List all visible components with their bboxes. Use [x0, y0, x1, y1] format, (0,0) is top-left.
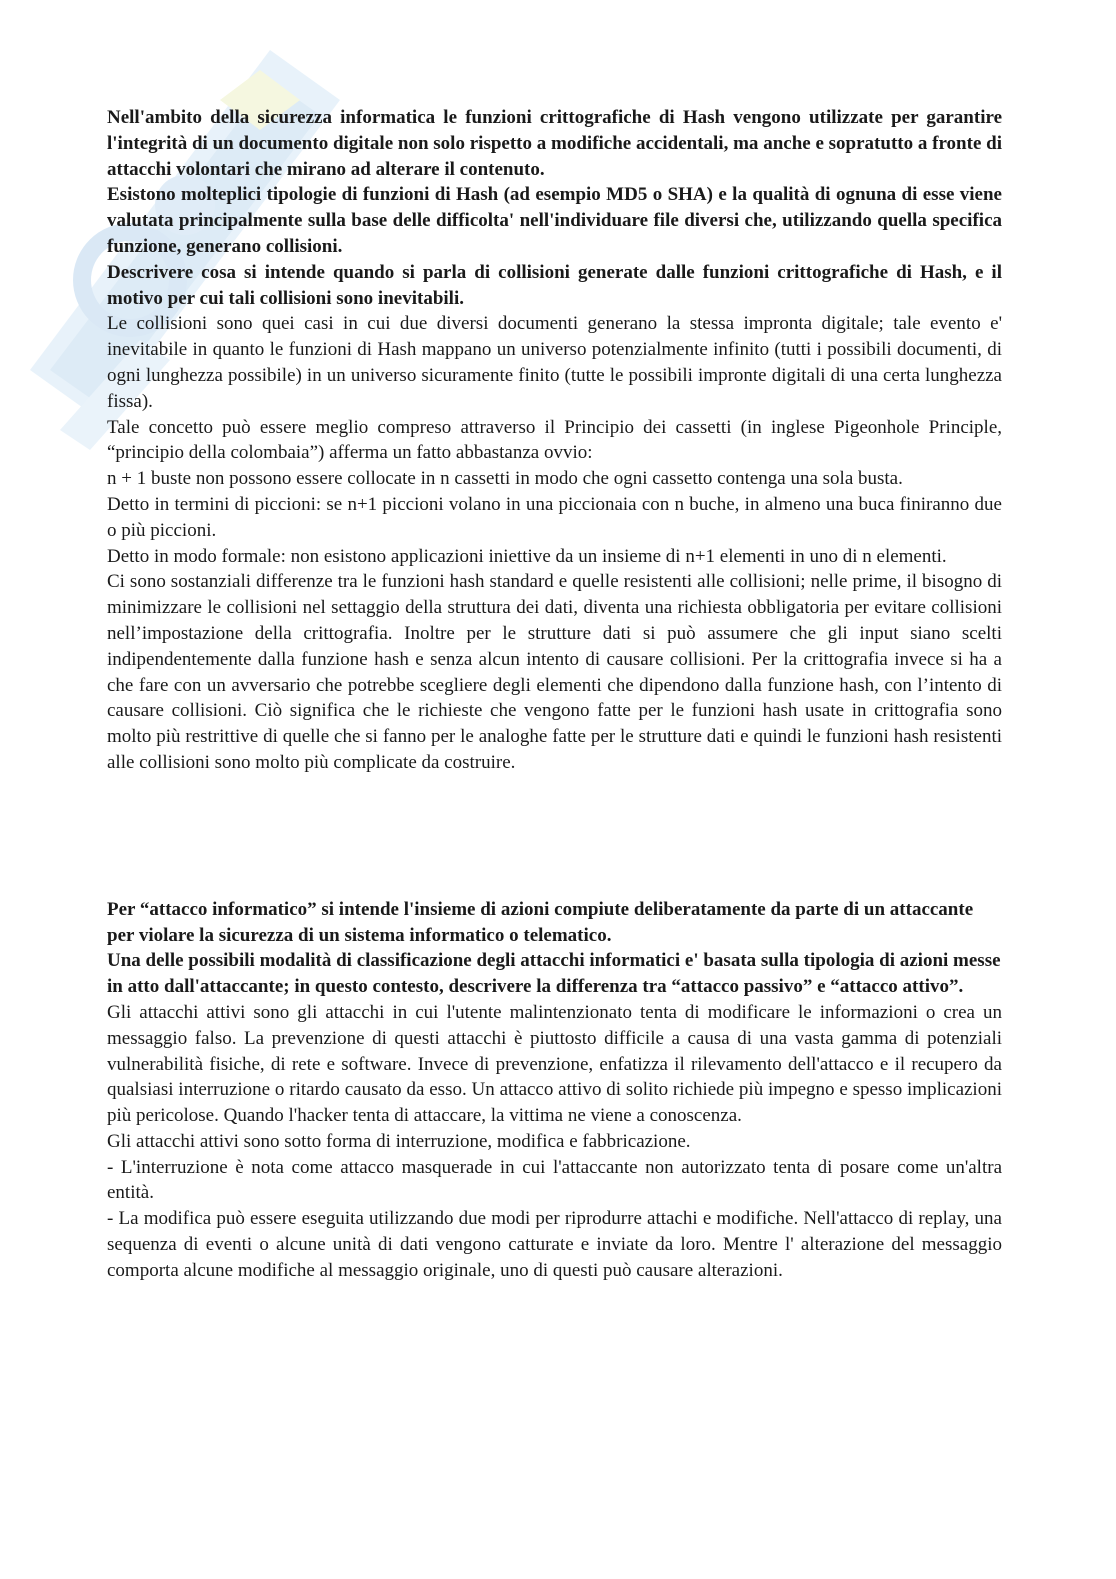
section1-answer-paragraph: Tale concetto può essere meglio compreso attraverso il Principio dei cassetti (in inglese Pigeonhole Principle, “principio della colombaia”) afferma un fatto abbastanza ovvio: — [107, 416, 1002, 464]
section1-question: Descrivere cosa si intende quando si parla di collisioni generate dalle funzioni crittografiche di Hash, e il motivo per cui tali collisioni sono inevitabili. — [107, 261, 1002, 309]
section2-answer-paragraph: Gli attacchi attivi sono sotto forma di interruzione, modifica e fabbricazione. — [107, 1130, 691, 1152]
section2-question: Una delle possibili modalità di classificazione degli attacchi informatici e' basata sulla tipologia di azioni messe in atto dall'attaccante; in questo contesto, descrivere la differenza tra “attacco passivo” e “attacco attivo”. — [107, 950, 1001, 998]
section-hash-collisions — [107, 105, 1002, 776]
section1-answer-paragraph: Detto in termini di piccioni: se n+1 piccioni volano in una piccionaia con n buche, in almeno una buca finiranno due o più piccioni. — [107, 493, 1002, 541]
document-page — [107, 105, 1002, 1284]
section1-answer-paragraph: Le collisioni sono quei casi in cui due diversi documenti generano la stessa impronta digitale; tale evento e' inevitabile in quanto le funzioni di Hash mappano un universo potenzialmente infinito (tutti i possibili documenti, di ogni lunghezza possibile) in un universo sicuramente finito (tutte le possibili impronte digitali di una certa lunghezza fissa). — [107, 313, 1002, 412]
section1-answer-paragraph: Ci sono sostanziali differenze tra le funzioni hash standard e quelle resistenti alle collisioni; nelle prime, il bisogno di minimizzare le collisioni nel settaggio della struttura dei dati, diventa una richiesta obbligatoria per evitare collisioni nell’impostazione della crittografia. Inoltre per le strutture dati si può assumere che gli input siano scelti indipendentemente dalla funzione hash e senza alcun intento di causare collisioni. Per la crittografia invece si ha a che fare con un avversario che potrebbe scegliere degli elementi che dipendono dalla funzione hash, con l’intento di causare collisioni. Ciò significa che le richieste che vengono fatte per le funzioni hash usate in crittografia sono molto più restrittive di quelle che si fanno per le analoghe fatte per le strutture dati e quindi le funzioni hash resistenti alle collisioni sono molto più complicate da costruire. — [107, 571, 1002, 773]
section2-answer-paragraph: - L'interruzione è nota come attacco masquerade in cui l'attaccante non autorizzato tenta di posare come un'altra entità. — [107, 1156, 1002, 1204]
section2-intro: Per “attacco informatico” si intende l'insieme di azioni compiute deliberatamente da parte di un attaccante per violare la sicurezza di un sistema informatico o telematico. — [107, 898, 974, 946]
section2-answer-paragraph: - La modifica può essere eseguita utilizzando due modi per riprodurre attachi e modifiche. Nell'attacco di replay, una sequenza di eventi o alcune unità di dati vengono catturate e inviate da loro. Mentre l' alterazione del messaggio comporta alcune modifiche al messaggio originale, uno di questi può causare alterazioni. — [107, 1208, 1002, 1281]
section2-answer-paragraph: Gli attacchi attivi sono gli attacchi in cui l'utente malintenzionato tenta di modificare le informazioni o crea un messaggio falso. La prevenzione di questi attacchi è piuttosto difficile a causa di una vasta gamma di potenziali vulnerabilità fisiche, di rete e software. Invece di prevenzione, enfatizza il rilevamento dell'attacco e il recupero da qualsiasi interruzione o ritardo causato da esso. Un attacco attivo di solito richiede più impegno e spesso implicazioni più pericolose. Quando l'hacker tenta di attaccare, la vittima ne viene a conoscenza. — [107, 1001, 1002, 1127]
section1-intro: Nell'ambito della sicurezza informatica le funzioni crittografiche di Hash vengono utilizzate per garantire l'integrità di un documento digitale non solo rispetto a modifiche accidentali, ma anche e sopratutto a fronte di attacchi volontari che mirano ad alterare il contenuto. — [107, 107, 1002, 180]
section1-answer-paragraph: Detto in modo formale: non esistono applicazioni iniettive da un insieme di n+1 elementi in uno di n elementi. — [107, 545, 947, 567]
section-attacks — [107, 897, 1002, 1284]
section1-answer-paragraph: n + 1 buste non possono essere collocate in n cassetti in modo che ogni cassetto contenga una sola busta. — [107, 468, 903, 490]
section1-context: Esistono molteplici tipologie di funzioni di Hash (ad esempio MD5 o SHA) e la qualità di ognuna di esse viene valutata principalmente sulla base delle difficolta' nell'individuare file diversi che, utilizzando quella specifica funzione, generano collisioni. — [107, 184, 1002, 257]
